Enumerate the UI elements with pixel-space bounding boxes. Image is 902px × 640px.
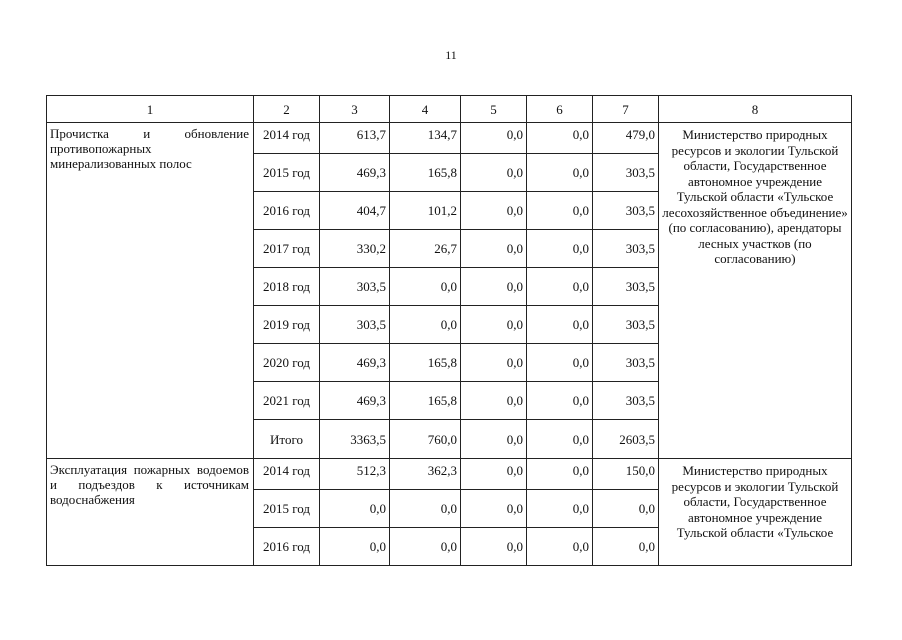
- value-cell: 0,0: [461, 528, 527, 566]
- value-cell: 3363,5: [320, 420, 390, 459]
- value-cell: 0,0: [527, 490, 593, 528]
- budget-table: [46, 95, 852, 566]
- value-cell: 0,0: [527, 192, 593, 230]
- column-header: 1: [47, 96, 254, 123]
- value-cell: 760,0: [390, 420, 461, 459]
- column-header: 5: [461, 96, 527, 123]
- value-cell: 101,2: [390, 192, 461, 230]
- year-cell: 2016 год: [254, 528, 320, 566]
- value-cell: 303,5: [593, 306, 659, 344]
- year-cell: 2014 год: [254, 459, 320, 490]
- value-cell: 0,0: [461, 382, 527, 420]
- value-cell: 0,0: [527, 306, 593, 344]
- value-cell: 0,0: [461, 230, 527, 268]
- column-header: 6: [527, 96, 593, 123]
- value-cell: 303,5: [593, 344, 659, 382]
- value-cell: 165,8: [390, 382, 461, 420]
- value-cell: 0,0: [461, 490, 527, 528]
- value-cell: 613,7: [320, 123, 390, 154]
- year-cell: 2019 год: [254, 306, 320, 344]
- activity-cell: Прочистка и обновление противопожарных минерализованных полос: [47, 123, 254, 459]
- year-cell: 2017 год: [254, 230, 320, 268]
- value-cell: 2603,5: [593, 420, 659, 459]
- value-cell: 303,5: [593, 192, 659, 230]
- column-header: 2: [254, 96, 320, 123]
- value-cell: 0,0: [527, 528, 593, 566]
- organization-cell: Министерство природных ресурсов и экологии Тульской области, Государственное автономное учреждение Тульской области «Тульское лесохозяйственное объединение» (по согласованию), арендаторы лесных участков (по согласованию): [659, 123, 852, 459]
- activity-cell: Эксплуатация пожарных водоемов и подъездов к источникам водоснабжения: [47, 459, 254, 566]
- value-cell: 0,0: [461, 306, 527, 344]
- value-cell: 362,3: [390, 459, 461, 490]
- value-cell: 0,0: [320, 490, 390, 528]
- organization-cell: Министерство природных ресурсов и экологии Тульской области, Государственное автономное учреждение Тульской области «Тульское: [659, 459, 852, 566]
- value-cell: 134,7: [390, 123, 461, 154]
- value-cell: 303,5: [593, 230, 659, 268]
- value-cell: 0,0: [527, 230, 593, 268]
- year-cell: 2014 год: [254, 123, 320, 154]
- value-cell: 0,0: [527, 268, 593, 306]
- value-cell: 0,0: [461, 192, 527, 230]
- header-row: [47, 96, 852, 123]
- column-header: 8: [659, 96, 852, 123]
- year-cell: 2021 год: [254, 382, 320, 420]
- value-cell: 0,0: [593, 490, 659, 528]
- value-cell: 0,0: [390, 268, 461, 306]
- value-cell: 0,0: [461, 344, 527, 382]
- year-cell: 2016 год: [254, 192, 320, 230]
- value-cell: 0,0: [320, 528, 390, 566]
- value-cell: 512,3: [320, 459, 390, 490]
- value-cell: 0,0: [527, 420, 593, 459]
- value-cell: 0,0: [461, 268, 527, 306]
- value-cell: 0,0: [527, 123, 593, 154]
- value-cell: 303,5: [320, 306, 390, 344]
- value-cell: 0,0: [390, 306, 461, 344]
- year-cell: Итого: [254, 420, 320, 459]
- value-cell: 0,0: [390, 528, 461, 566]
- value-cell: 404,7: [320, 192, 390, 230]
- value-cell: 0,0: [461, 154, 527, 192]
- table-row: [47, 459, 852, 490]
- year-cell: 2020 год: [254, 344, 320, 382]
- value-cell: 0,0: [527, 344, 593, 382]
- table-row: [47, 123, 852, 154]
- value-cell: 150,0: [593, 459, 659, 490]
- value-cell: 303,5: [320, 268, 390, 306]
- year-cell: 2015 год: [254, 154, 320, 192]
- value-cell: 303,5: [593, 268, 659, 306]
- column-header: 4: [390, 96, 461, 123]
- value-cell: 0,0: [390, 490, 461, 528]
- value-cell: 303,5: [593, 382, 659, 420]
- value-cell: 165,8: [390, 344, 461, 382]
- value-cell: 0,0: [527, 382, 593, 420]
- column-header: 7: [593, 96, 659, 123]
- value-cell: 469,3: [320, 344, 390, 382]
- value-cell: 26,7: [390, 230, 461, 268]
- value-cell: 469,3: [320, 154, 390, 192]
- value-cell: 0,0: [527, 154, 593, 192]
- column-header: 3: [320, 96, 390, 123]
- value-cell: 0,0: [527, 459, 593, 490]
- value-cell: 469,3: [320, 382, 390, 420]
- value-cell: 479,0: [593, 123, 659, 154]
- value-cell: 0,0: [461, 420, 527, 459]
- value-cell: 303,5: [593, 154, 659, 192]
- value-cell: 0,0: [593, 528, 659, 566]
- year-cell: 2018 год: [254, 268, 320, 306]
- value-cell: 165,8: [390, 154, 461, 192]
- year-cell: 2015 год: [254, 490, 320, 528]
- value-cell: 0,0: [461, 459, 527, 490]
- page-number: 11: [445, 48, 457, 62]
- value-cell: 0,0: [461, 123, 527, 154]
- value-cell: 330,2: [320, 230, 390, 268]
